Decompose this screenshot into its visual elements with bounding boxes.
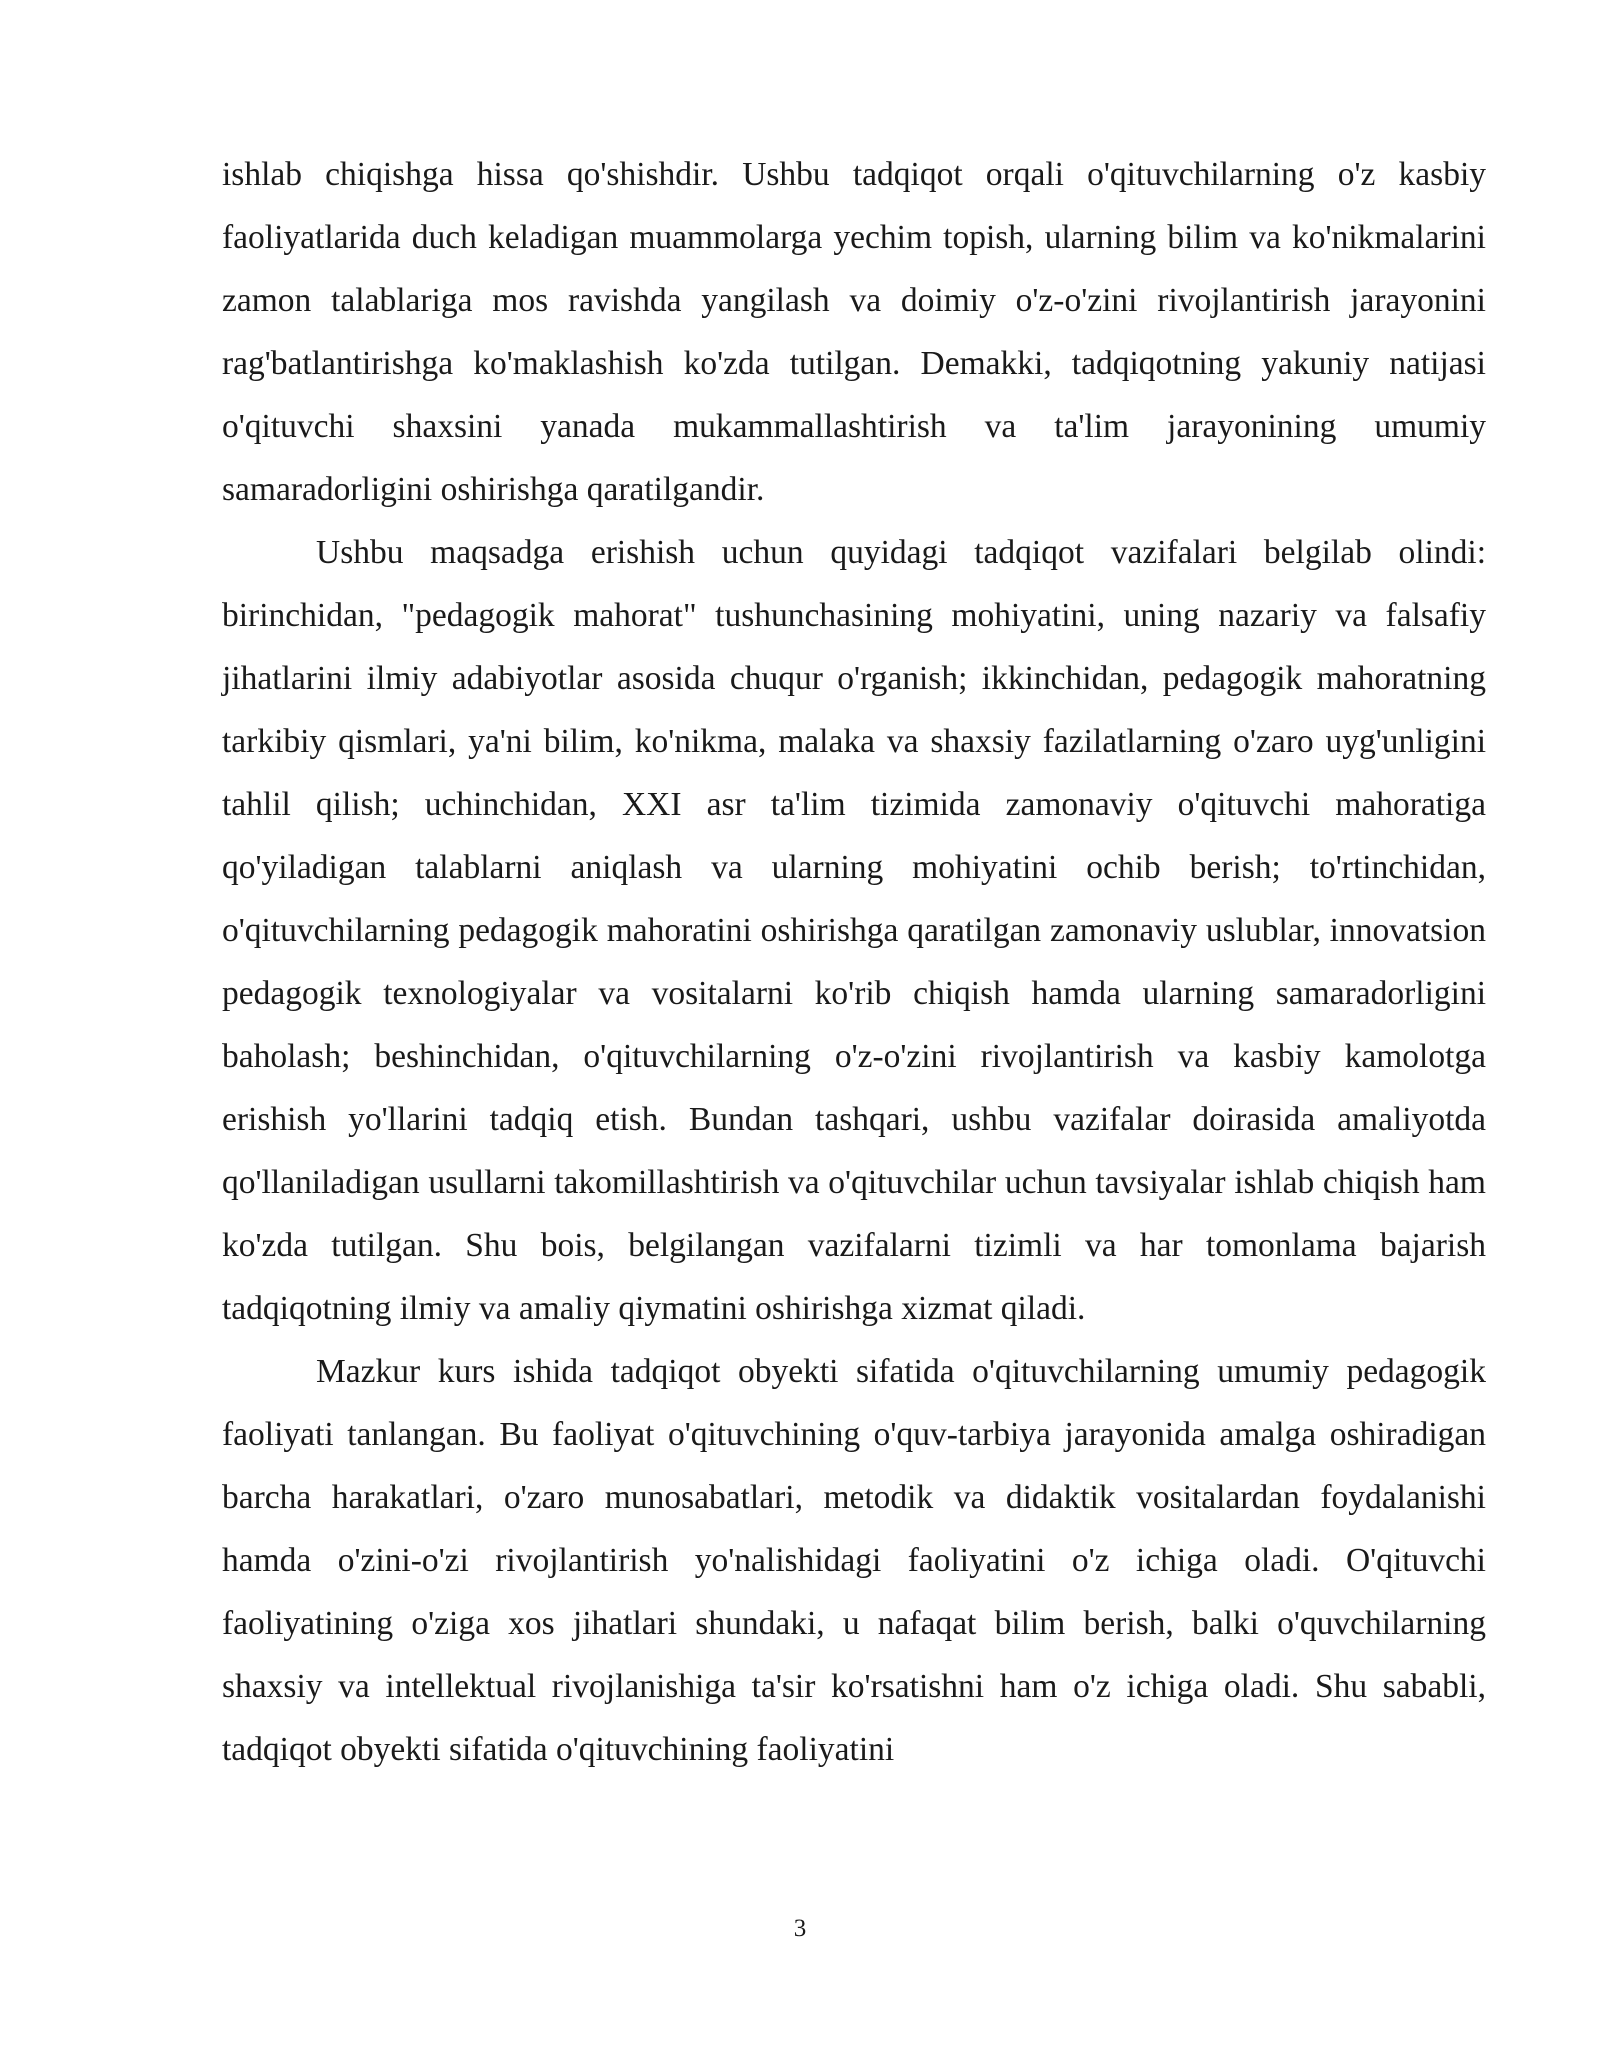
body-text	[222, 143, 1486, 1781]
paragraph-continuation: ishlab chiqishga hissa qo'shishdir. Ushbu tadqiqot orqali o'qituvchilarning o'z kasbiy faoliyatlarida duch keladigan muammolarga yechim topish, ularning bilim va ko'nikmalarini zamon talablariga mos ravishda yangilash va doimiy o'z-o'zini rivojlantirish jarayonini rag'batlantirishga ko'maklashish ko'zda tutilgan. Demakki, tadqiqotning yakuniy natijasi o'qituvchi shaxsini yanada mukammallashtirish va ta'lim jarayonining umumiy samaradorligini oshirishga qaratilgandir.	[222, 156, 1486, 508]
paragraph-research-object: Mazkur kurs ishida tadqiqot obyekti sifatida o'qituvchilarning umumiy pedagogik faoliyati tanlangan. Bu faoliyat o'qituvchining o'quv-tarbiya jarayonida amalga oshiradigan barcha harakatlari, o'zaro munosabatlari, metodik va didaktik vositalardan foydalanishi hamda o'zini-o'zi rivojlantirish yo'nalishidagi faoliyatini o'z ichiga oladi. O'qituvchi faoliyatining o'ziga xos jihatlari shundaki, u nafaqat bilim berish, balki o'quvchilarning shaxsiy va intellektual rivojlanishiga ta'sir ko'rsatishni ham o'z ichiga oladi. Shu sababli, tadqiqot obyekti sifatida o'qituvchining faoliyatini	[222, 1353, 1486, 1768]
paragraph-research-tasks: Ushbu maqsadga erishish uchun quyidagi tadqiqot vazifalari belgilab olindi: birinchidan, "pedagogik mahorat" tushunchasining mohiyatini, uning nazariy va falsafiy jihatlarini ilmiy adabiyotlar asosida chuqur o'rganish; ikkinchidan, pedagogik mahoratning tarkibiy qismlari, ya'ni bilim, ko'nikma, malaka va shaxsiy fazilatlarning o'zaro uyg'unligini tahlil qilish; uchinchidan, XXI asr ta'lim tizimida zamonaviy o'qituvchi mahoratiga qo'yiladigan talablarni aniqlash va ularning mohiyatini ochib berish; to'rtinchidan, o'qituvchilarning pedagogik mahoratini oshirishga qaratilgan zamonaviy uslublar, innovatsion pedagogik texnologiyalar va vositalarni ko'rib chiqish hamda ularning samaradorligini baholash; beshinchidan, o'qituvchilarning o'z-o'zini rivojlantirish va kasbiy kamolotga erishish yo'llarini tadqiq etish. Bundan tashqari, ushbu vazifalar doirasida amaliyotda qo'llaniladigan usullarni takomillashtirish va o'qituvchilar uchun tavsiyalar ishlab chiqish ham ko'zda tutilgan. Shu bois, belgilangan vazifalarni tizimli va har tomonlama bajarish tadqiqotning ilmiy va amaliy qiymatini oshirishga xizmat qiladi.	[222, 534, 1486, 1327]
page-number: 3	[793, 1915, 807, 1942]
